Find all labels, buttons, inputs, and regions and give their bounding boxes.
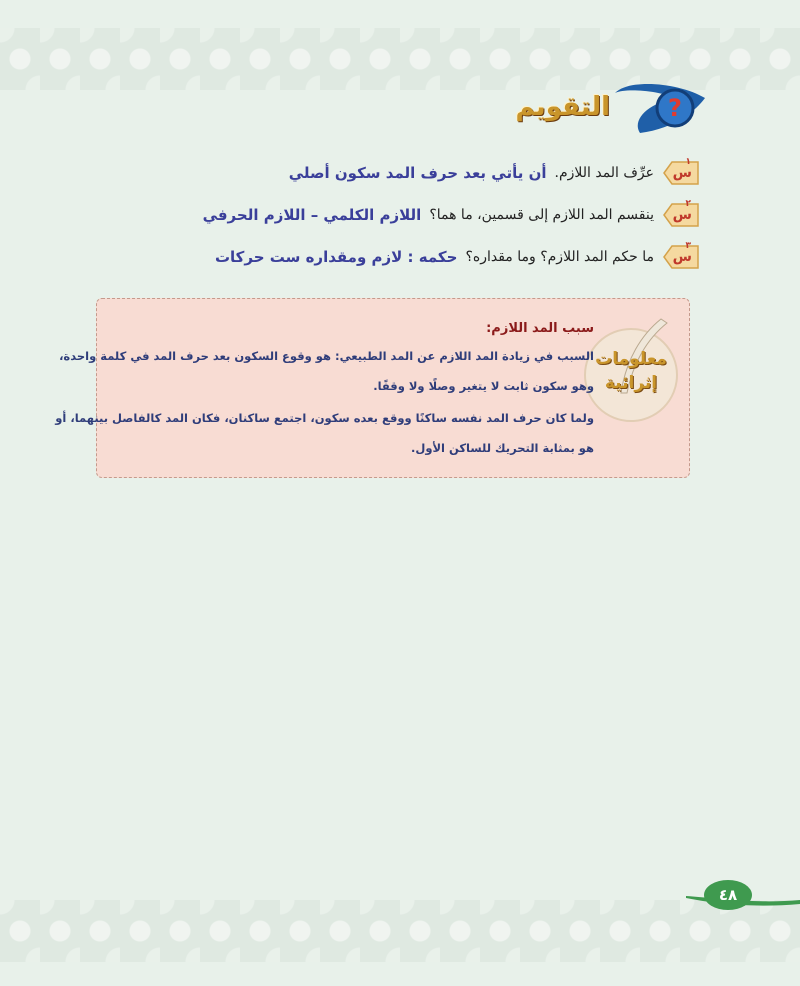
question-text: عرِّف المد اللازم. — [554, 165, 654, 181]
bottom-ornament-border — [0, 900, 800, 962]
svg-text:?: ? — [668, 94, 682, 122]
info-line: ولما كان حرف المد نفسه ساكنًا ووقع بعده سكون، اجتمع ساكنان، فكان المد كالفاصل بينهما، أو — [55, 411, 594, 425]
question-number: ٣ — [685, 241, 691, 251]
question-badge — [662, 241, 700, 270]
question-badge — [662, 199, 700, 228]
question-row-1 — [289, 158, 700, 188]
info-title: سبب المد اللازم: — [486, 321, 594, 336]
answer-text: حكمه : لازم ومقداره ست حركات — [214, 248, 458, 266]
enrichment-badge — [581, 315, 681, 435]
question-text: ينقسم المد اللازم إلى قسمين، ما هما؟ — [429, 207, 654, 223]
answer-text: أن يأتي بعد حرف المد سكون أصلي — [288, 164, 547, 182]
info-line: السبب في زيادة المد اللازم عن المد الطبيعي: هو وقوع السكون بعد حرف المد في كلمة واحدة، — [59, 349, 594, 363]
section-header — [450, 78, 710, 138]
question-letter: س — [672, 207, 692, 223]
question-row-3 — [215, 242, 700, 272]
question-number: ٢ — [685, 199, 691, 209]
enrichment-badge-line1: معلومات — [595, 349, 667, 369]
info-line: وهو سكون ثابت لا يتغير وصلًا ولا وقفًا. — [373, 379, 594, 393]
section-title: التقويم — [515, 92, 610, 122]
question-number: ١ — [685, 157, 691, 167]
page-number-badge — [686, 874, 800, 918]
question-badge — [662, 157, 700, 186]
enrichment-badge-line2: إثرائية — [604, 373, 658, 393]
info-line: هو بمثابة التحريك للساكن الأول. — [410, 441, 594, 455]
question-row-2 — [203, 200, 700, 230]
question-letter: س — [672, 165, 692, 181]
question-letter: س — [672, 249, 692, 265]
enrichment-info-box — [55, 298, 690, 478]
page-number: ٤٨ — [718, 886, 738, 904]
answer-text: اللازم الكلمي – اللازم الحرفي — [202, 206, 422, 224]
question-text: ما حكم المد اللازم؟ وما مقداره؟ — [465, 249, 654, 265]
